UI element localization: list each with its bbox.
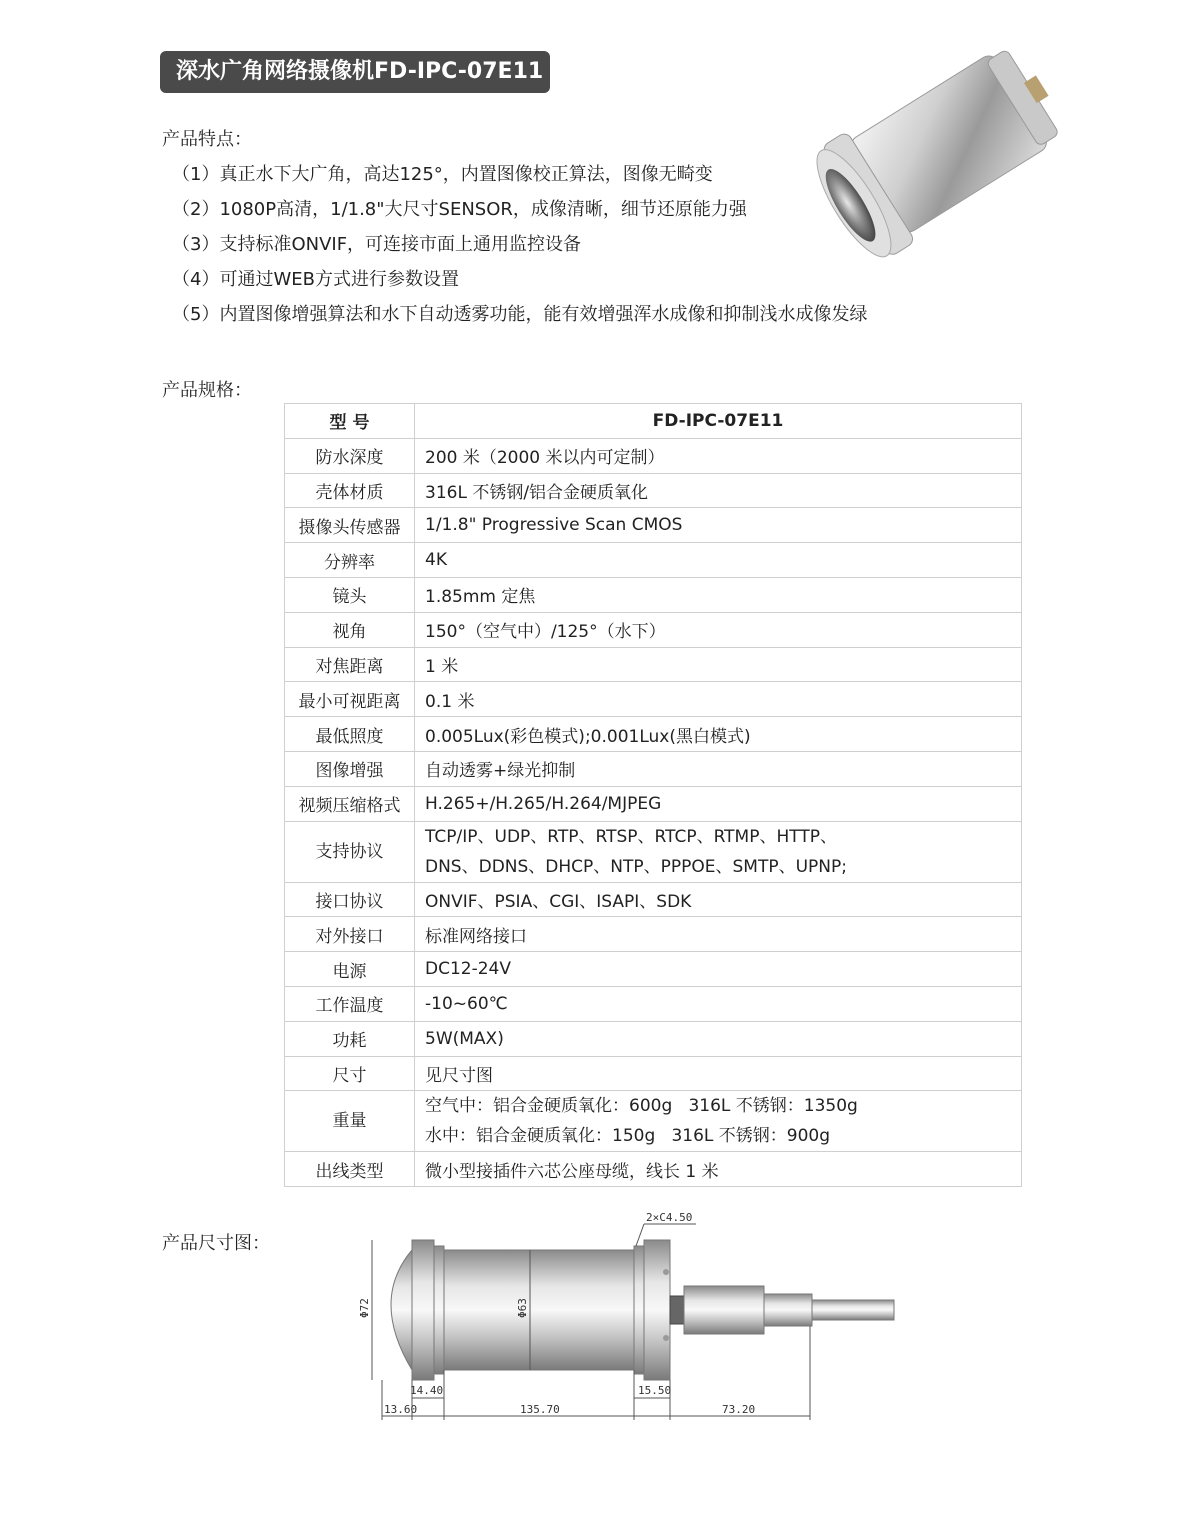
table-row [285,438,1022,473]
spec-key: 镜头 [285,577,415,612]
dimension-drawing [360,1210,920,1430]
table-row [285,508,1022,543]
spec-value [415,1091,1022,1152]
spec-key: 最小可视距离 [285,682,415,717]
front-flange [412,1240,434,1380]
table-row [285,1091,1022,1152]
spec-value: ONVIF、PSIA、CGI、ISAPI、SDK [415,882,1022,917]
header-value: FD-IPC-07E11 [415,404,1022,439]
spec-key: 接口协议 [285,882,415,917]
spec-key: 重量 [285,1091,415,1152]
spec-value: 标准网络接口 [415,917,1022,952]
spec-key: 电源 [285,952,415,987]
spec-key: 壳体材质 [285,473,415,508]
spec-value: DC12-24V [415,952,1022,987]
dim-73-20: 73.20 [722,1403,756,1416]
spec-value: 见尺寸图 [415,1056,1022,1091]
spec-value: H.265+/H.265/H.264/MJPEG [415,786,1022,821]
table-row [285,682,1022,717]
specs-table [284,403,1022,1187]
dim-dia-body: Φ63 [516,1298,529,1318]
table-row [285,1152,1022,1187]
spec-key: 功耗 [285,1021,415,1056]
body-cylinder [444,1250,634,1370]
features-heading: 产品特点： [162,129,252,150]
spec-key: 尺寸 [285,1056,415,1091]
spec-key: 分辨率 [285,543,415,578]
feature-item: （3）支持标准ONVIF，可连接市面上通用监控设备 [172,234,582,255]
feature-item: （1）真正水下大广角，高达125°，内置图像校正算法，图像无畸变 [172,164,713,185]
spec-key: 图像增强 [285,751,415,786]
connector [684,1286,764,1334]
spec-key: 最低照度 [285,717,415,752]
spec-value: 自动透雾+绿光抑制 [415,751,1022,786]
dim-chamfer: 2×C4.50 [646,1211,693,1224]
spec-value [415,821,1022,882]
table-row [285,647,1022,682]
spec-key: 视频压缩格式 [285,786,415,821]
spec-value: 1 米 [415,647,1022,682]
spec-value: 150°（空气中）/125°（水下） [415,612,1022,647]
spec-value: -10~60℃ [415,986,1022,1021]
product-photo [815,35,1085,275]
table-row [285,952,1022,987]
spec-key: 对焦距离 [285,647,415,682]
spec-key: 防水深度 [285,438,415,473]
dim-13-60: 13.60 [384,1403,418,1416]
feature-item: （2）1080P高清，1/1.8"大尺寸SENSOR，成像清晰，细节还原能力强 [172,199,747,220]
table-row [285,1056,1022,1091]
table-row [285,717,1022,752]
spec-value-line: 水中：铝合金硬质氧化：150g 316L 不锈钢：900g [425,1126,831,1147]
spec-key: 摄像头传感器 [285,508,415,543]
spec-key: 对外接口 [285,917,415,952]
table-row [285,1021,1022,1056]
spec-value-line: DNS、DDNS、DHCP、NTP、PPPOE、SMTP、UPNP; [425,856,847,877]
cable [812,1300,894,1320]
rear-flange [644,1240,670,1380]
header-key: 型 号 [285,404,415,439]
table-row [285,786,1022,821]
table-row [285,751,1022,786]
spec-value: 200 米（2000 米以内可定制） [415,438,1022,473]
spec-value: 5W(MAX) [415,1021,1022,1056]
spec-value: 微小型接插件六芯公座母缆，线长 1 米 [415,1152,1022,1187]
table-header-row [285,404,1022,439]
spec-value: 1/1.8" Progressive Scan CMOS [415,508,1022,543]
dim-135-70: 135.70 [520,1403,560,1416]
table-row [285,986,1022,1021]
table-row [285,917,1022,952]
spec-value: 4K [415,543,1022,578]
page-title: 深水广角网络摄像机FD-IPC-07E11 [160,51,550,93]
table-row [285,612,1022,647]
table-row [285,473,1022,508]
lens-dome [391,1250,412,1370]
spec-key: 视角 [285,612,415,647]
dim-15-50: 15.50 [638,1384,672,1397]
spec-value: 0.1 米 [415,682,1022,717]
specs-heading: 产品规格： [162,380,252,401]
feature-item: （5）内置图像增强算法和水下自动透雾功能，能有效增强浑水成像和抑制浅水成像发绿 [172,304,868,325]
spec-key: 出线类型 [285,1152,415,1187]
table-row [285,577,1022,612]
spec-value: 0.005Lux(彩色模式);0.001Lux(黑白模式) [415,717,1022,752]
dimensions-heading: 产品尺寸图： [162,1233,270,1254]
spec-key: 工作温度 [285,986,415,1021]
table-row [285,543,1022,578]
spec-value: 316L 不锈钢/铝合金硬质氧化 [415,473,1022,508]
spec-value-line: 空气中：铝合金硬质氧化：600g 316L 不锈钢：1350g [425,1096,858,1117]
dim-dia-outer: Φ72 [358,1298,371,1318]
spec-value-line: TCP/IP、UDP、RTP、RTSP、RTCP、RTMP、HTTP、 [425,826,837,847]
spec-key: 支持协议 [285,821,415,882]
spec-value: 1.85mm 定焦 [415,577,1022,612]
feature-item: （4）可通过WEB方式进行参数设置 [172,269,459,290]
table-row [285,882,1022,917]
dim-14-40: 14.40 [410,1384,444,1397]
table-row [285,821,1022,882]
